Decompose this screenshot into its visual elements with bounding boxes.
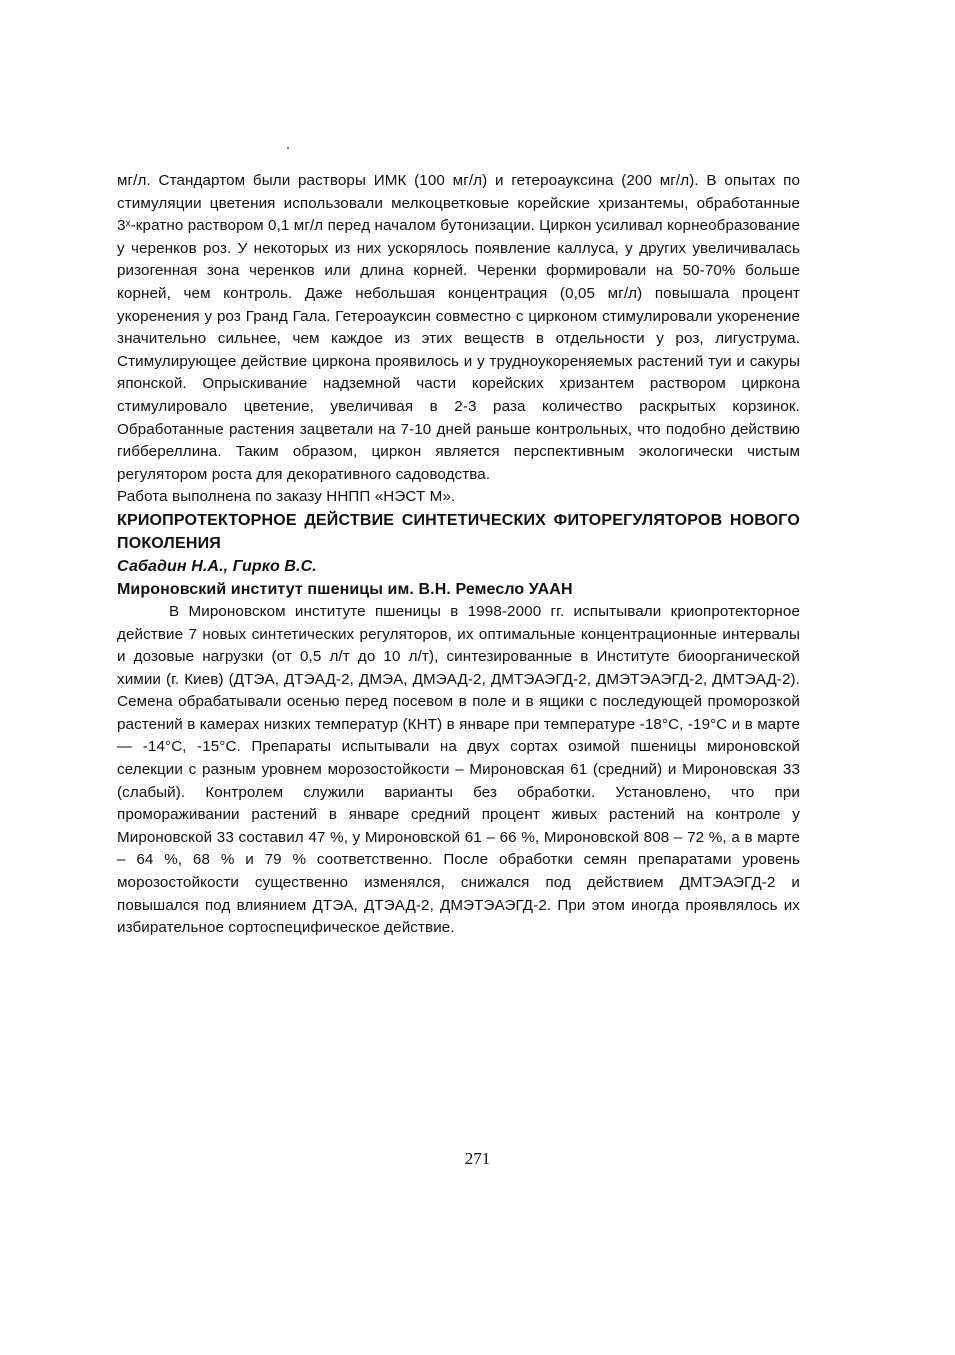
article-authors: Сабадин Н.А., Гирко В.С. xyxy=(117,557,317,575)
scan-speck xyxy=(287,147,289,149)
funding-note: Работа выполнена по заказу ННПП «НЭСТ М». xyxy=(117,488,456,506)
page-body xyxy=(117,170,800,940)
article-abstract: В Мироновском институте пшеницы в 1998-2000 гг. испытывали криопротекторное действие 7 новых синтетических регуляторов, их оптимальные концентрационные интервалы и дозовые нагрузки (от 0,5 л/т до 10 л/т), синтезированные в Институте биоорганической химии (г. Киев) (ДТЭА, ДТЭАД-2, ДМЭА, ДМЭАД-2, ДМТЭАЭГД-2, ДМЭТЭАЭГД-2, ДМТЭАД-2). Семена обрабатывали осенью перед посевом в поле и в ящики с последующей проморозкой растений в камерах низких температур (КНТ) в январе при температуре -18°С, -19°С и в марте — -14°С, -15°С. Препараты испытывали на двух сортах озимой пшеницы мироновской селекции с разным уровнем морозостойкости – Мироновская 61 (средний) и Мироновская 33 (слабый). Контролем служили варианты без обработки. Установлено, что при промораживании растений в январе средний процент живых растений на контроле у Мироновской 33 составил 47 %, у Мироновской 61 – 66 %, Мироновской 808 – 72 %, а в марте – 64 %, 68 % и 79 % соответственно. После обработки семян препаратами уровень морозостойкости существенно изменялся, снижался под действием ДМТЭАЭГД-2 и повышался под влиянием ДТЭА, ДТЭАД-2, ДМЭТЭАЭГД-2. При этом иногда проявлялось их избирательное сортоспецифическое действие. xyxy=(117,602,800,937)
article-institute: Мироновский институт пшеницы им. В.Н. Ремесло УААН xyxy=(117,580,573,598)
continuation-paragraph: мг/л. Стандартом были растворы ИМК (100 мг/л) и гетероауксина (200 мг/л). В опытах по стимуляции цветения использовали мелкоцветковые корейские хризантемы, обработанные 3ˣ-кратно раствором 0,1 мг/л перед началом бутонизации. Циркон усиливал корнеобразование у черенков роз. У некоторых из них ускорялось появление каллуса, у других увеличивалась ризогенная зона черенков или длина корней. Черенки формировали на 50-70% больше корней, чем контроль. Даже небольшая концентрация (0,05 мг/л) повышала процент укоренения у роз Гранд Гала. Гетероауксин совместно с цирконом стимулировали укоренение значительно сильнее, чем каждое из этих веществ в отдельности у роз, лигуструма. Стимулирующее действие циркона проявилось и у трудноукореняемых растений туи и сакуры японской. Опрыскивание надземной части корейских хризантем раствором циркона стимулировало цветение, увеличивая в 2-3 раза количество раскрытых корзинок. Обработанные растения зацветали на 7-10 дней раньше контрольных, что подобно действию гиббереллина. Таким образом, циркон является перспективным экологически чистым регулятором роста для декоративного садоводства. xyxy=(117,172,800,483)
article-title: КРИОПРОТЕКТОРНОЕ ДЕЙСТВИЕ СИНТЕТИЧЕСКИХ ФИТОРЕГУЛЯТОРОВ НОВОГО ПОКОЛЕНИЯ xyxy=(117,511,800,552)
page-number: 271 xyxy=(464,1149,491,1168)
